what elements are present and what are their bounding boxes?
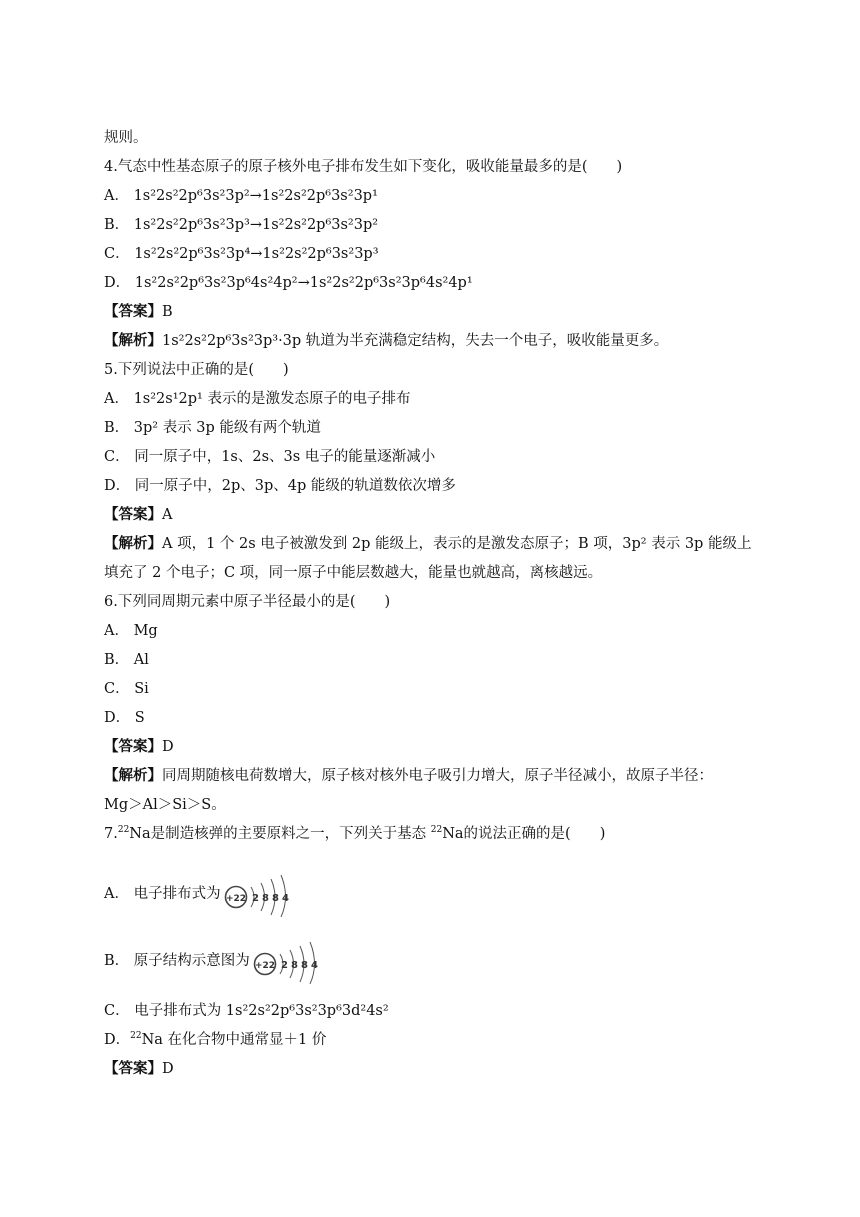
nucleus-charge: +22 bbox=[254, 961, 275, 971]
q4-option-b: B． 1s²2s²2p⁶3s²3p³→1s²2s²2p⁶3s²3p² bbox=[104, 217, 379, 233]
isotope-mass: 22 bbox=[430, 825, 443, 835]
q5-analysis-cont: 填充了 2 个电子；C 项，同一原子中能层数越大，能量也就越高，离核越远。 bbox=[104, 565, 603, 581]
shell-count: 4 bbox=[281, 893, 289, 904]
q6-analysis-cont: Mg＞Al＞Si＞S。 bbox=[104, 797, 226, 813]
shell-count: 8 bbox=[300, 960, 308, 971]
analysis-label: 【解析】 bbox=[104, 767, 162, 784]
q6-option-c: C． Si bbox=[104, 681, 149, 697]
q4-option-d: D． 1s²2s²2p⁶3s²3p⁶4s²4p²→1s²2s²2p⁶3s²3p⁶4s²4p¹ bbox=[104, 275, 473, 291]
analysis-label: 【解析】 bbox=[104, 535, 162, 552]
q7-option-a: A． 电子排布式为 +22 2 8 8 4 bbox=[104, 870, 319, 918]
answer-label: 【答案】 bbox=[104, 303, 162, 320]
question-6: 6.下列同周期元素中原子半径最小的是( ) bbox=[104, 594, 391, 610]
analysis-text: A 项，1 个 2s 电子被激发到 2p 能级上，表示的是激发态原子；B 项，3p² 表示 3p 能级上 bbox=[162, 536, 752, 552]
answer-label: 【答案】 bbox=[104, 1060, 162, 1077]
q7-option-c: C． 电子排布式为 1s²2s²2p⁶3s²3p⁶3d²4s² bbox=[104, 1003, 389, 1019]
question-4: 4.气态中性基态原子的原子核外电子排布发生如下变化，吸收能量最多的是( ) bbox=[104, 159, 623, 175]
analysis-text: 1s²2s²2p⁶3s²3p³·3p 轨道为半充满稳定结构，失去一个电子，吸收能量更多。 bbox=[162, 333, 669, 349]
nucleus-charge: +22 bbox=[225, 894, 246, 904]
shell-count: 4 bbox=[310, 960, 318, 971]
shell-count: 8 bbox=[271, 893, 279, 904]
q6-option-b: B． Al bbox=[104, 652, 149, 668]
answer-value: D bbox=[162, 739, 174, 755]
shell-count: 2 bbox=[280, 960, 288, 971]
q6-option-d: D． S bbox=[104, 710, 145, 726]
text-line: 规则。 bbox=[104, 130, 148, 146]
answer-label: 【答案】 bbox=[104, 506, 162, 523]
shell-count: 8 bbox=[261, 893, 269, 904]
q5-option-a: A． 1s²2s¹2p¹ 表示的是激发态原子的电子排布 bbox=[104, 391, 411, 407]
q5-option-d: D． 同一原子中，2p、3p、4p 能级的轨道数依次增多 bbox=[104, 478, 456, 494]
q6-analysis bbox=[104, 766, 713, 786]
answer-value: D bbox=[162, 1061, 174, 1077]
question-5: 5.下列说法中正确的是( ) bbox=[104, 362, 289, 378]
q6-option-a: A． Mg bbox=[104, 623, 158, 639]
shell-count: 8 bbox=[290, 960, 298, 971]
q5-option-c: C． 同一原子中，1s、2s、3s 电子的能量逐渐减小 bbox=[104, 449, 436, 465]
atom-structure-diagram bbox=[223, 871, 319, 917]
q7-answer bbox=[104, 1059, 174, 1079]
answer-value: B bbox=[162, 304, 173, 320]
q4-option-c: C． 1s²2s²2p⁶3s²3p⁴→1s²2s²2p⁶3s²3p³ bbox=[104, 246, 379, 262]
atom-structure-diagram bbox=[252, 938, 348, 984]
q7-option-b: B． 原子结构示意图为 +22 2 8 8 4 bbox=[104, 937, 348, 985]
analysis-label: 【解析】 bbox=[104, 332, 162, 349]
answer-label: 【答案】 bbox=[104, 738, 162, 755]
shell-count: 2 bbox=[251, 893, 259, 904]
q4-answer bbox=[104, 302, 173, 322]
q6-answer bbox=[104, 737, 174, 757]
q5-answer bbox=[104, 505, 172, 525]
isotope-mass: 22 bbox=[130, 1031, 142, 1041]
q4-option-a: A． 1s²2s²2p⁶3s²3p²→1s²2s²2p⁶3s²3p¹ bbox=[104, 188, 378, 204]
answer-value: A bbox=[162, 507, 173, 523]
q7-option-d: D．$^{22}$Na 在化合物中通常显＋1 价 bbox=[104, 1031, 327, 1048]
q4-analysis bbox=[104, 331, 668, 351]
q5-analysis bbox=[104, 534, 751, 554]
question-7: 7.22Na是制造核弹的主要原料之一，下列关于基态 $^{22}$Na的说法正确的是( ) bbox=[104, 825, 606, 842]
analysis-text: 同周期随核电荷数增大，原子核对核外电子吸引力增大，原子半径减小，故原子半径： bbox=[162, 768, 713, 784]
isotope-mass: 22 bbox=[117, 825, 130, 835]
q5-option-b: B． 3p² 表示 3p 能级有两个轨道 bbox=[104, 420, 321, 436]
